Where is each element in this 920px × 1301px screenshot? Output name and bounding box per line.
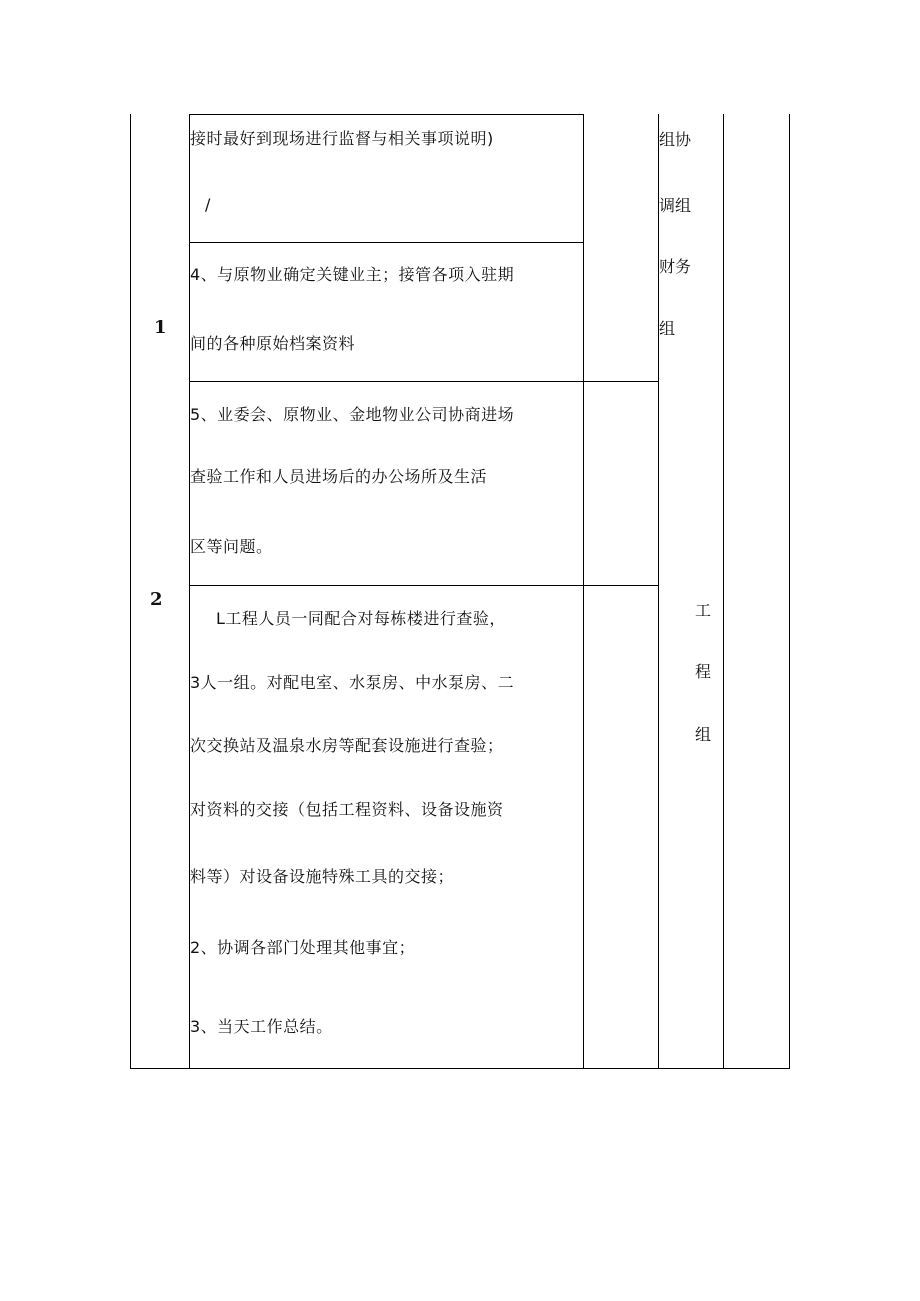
task-text: 对资料的交接（包括工程资料、设备设施资 — [190, 800, 504, 819]
row-number: 2 — [150, 589, 163, 610]
table-border-left — [130, 114, 131, 1069]
task-text: 区等问题。 — [190, 537, 273, 556]
group-label: 财务 — [659, 257, 692, 276]
row-divider — [189, 381, 659, 382]
column-divider — [723, 114, 724, 1069]
task-text: L工程人员一同配合对每栋楼进行查验， — [216, 609, 506, 628]
task-text: / — [205, 195, 211, 214]
group-label: 组协 — [659, 130, 692, 149]
row-divider — [189, 585, 659, 586]
task-text: 4、与原物业确定关键业主；接管各项入驻期 — [190, 265, 515, 284]
table-border-right — [789, 114, 790, 1069]
group-label: 组 — [659, 319, 676, 338]
row-divider — [189, 114, 584, 115]
table-border-bottom — [130, 1068, 790, 1069]
task-text: 3、当天工作总结。 — [190, 1017, 333, 1036]
task-text: 2、协调各部门处理其他事宜； — [190, 938, 416, 957]
task-text: 次交换站及温泉水房等配套设施进行查验； — [190, 736, 504, 755]
task-text: 料等）对设备设施特殊工具的交接； — [190, 867, 455, 886]
group-label: 调组 — [659, 196, 692, 215]
row-divider — [189, 242, 584, 243]
column-divider — [583, 114, 584, 1069]
task-text: 接时最好到现场进行监督与相关事项说明) — [190, 129, 494, 148]
task-text: 3人一组。对配电室、水泵房、中水泵房、二 — [190, 673, 515, 692]
group-label: 组 — [695, 725, 712, 744]
group-label: 程 — [695, 662, 712, 681]
group-label: 工 — [695, 601, 712, 620]
task-text: 5、业委会、原物业、金地物业公司协商进场 — [190, 405, 515, 424]
task-text: 间的各种原始档案资料 — [190, 334, 356, 353]
task-text: 查验工作和人员进场后的办公场所及生活 — [190, 467, 488, 486]
row-number: 1 — [154, 317, 167, 338]
column-divider — [189, 114, 190, 1069]
